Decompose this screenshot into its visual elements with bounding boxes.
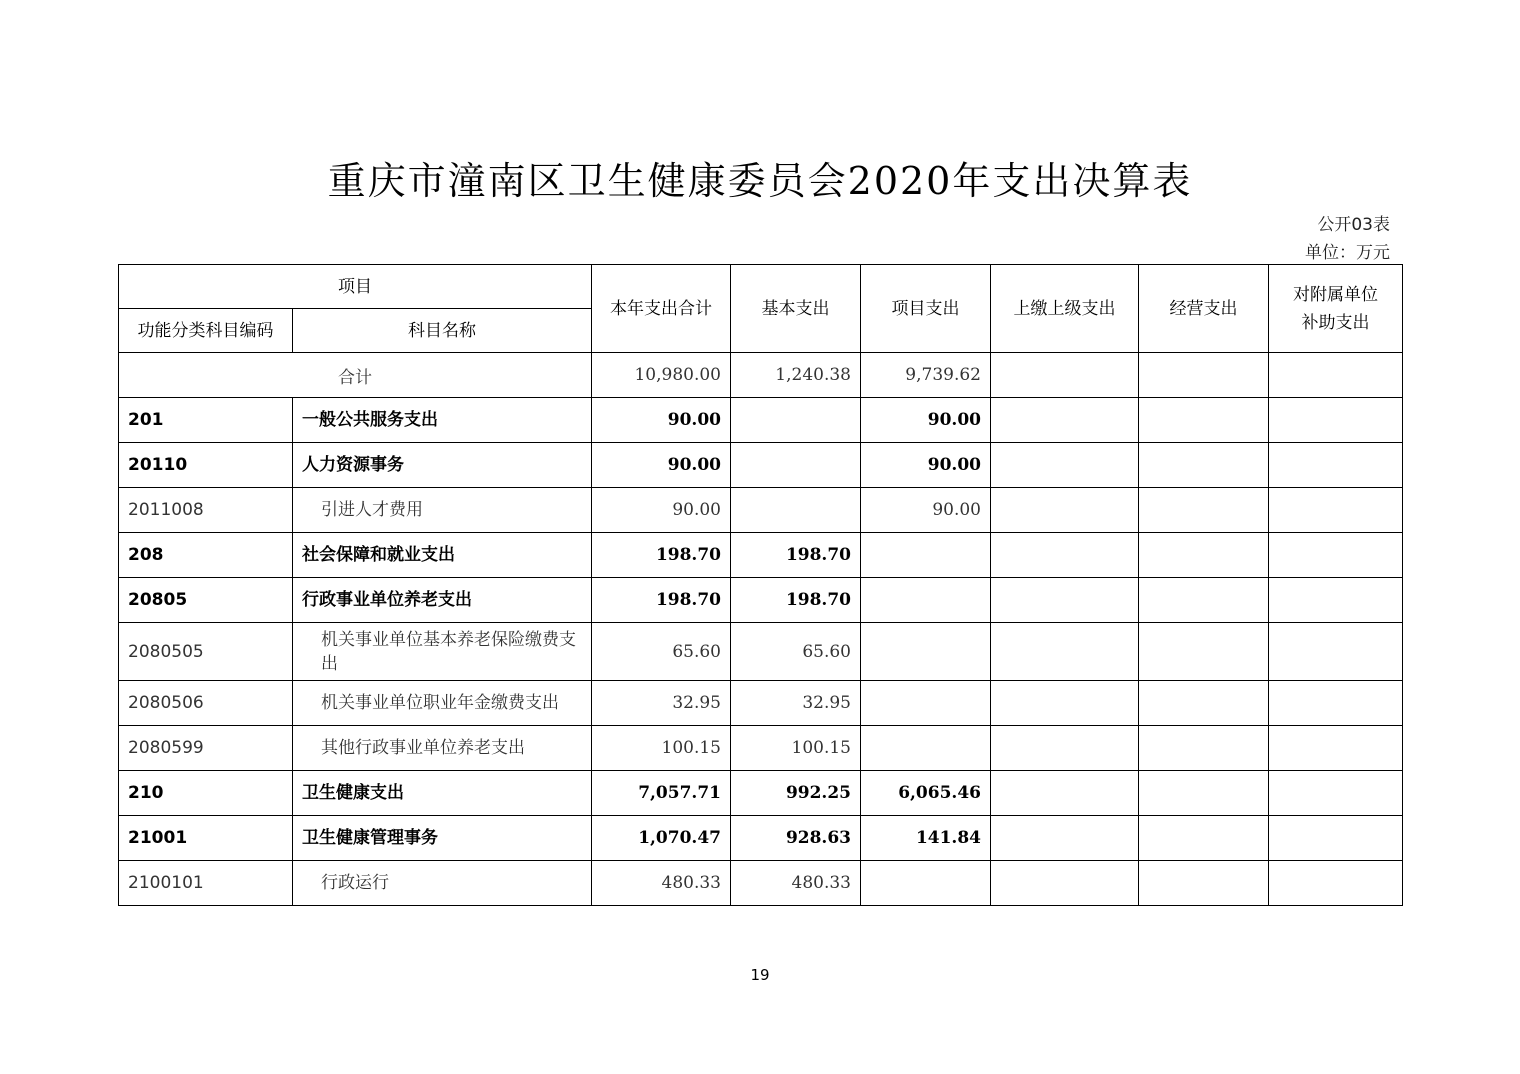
table-row — [119, 578, 1403, 623]
header-superior: 上缴上级支出 — [991, 265, 1139, 353]
row-total: 90.00 — [592, 488, 731, 533]
table-row — [119, 443, 1403, 488]
table-row — [119, 488, 1403, 533]
total-business — [1139, 353, 1269, 398]
row-total: 100.15 — [592, 726, 731, 771]
total-basic: 1,240.38 — [731, 353, 861, 398]
row-superior — [991, 861, 1139, 906]
row-subsidy — [1269, 443, 1403, 488]
row-business — [1139, 681, 1269, 726]
row-project — [861, 578, 991, 623]
row-name: 其他行政事业单位养老支出 — [293, 726, 592, 771]
unit-label: 单位：万元 — [1305, 243, 1390, 263]
row-code: 2080505 — [119, 623, 293, 681]
row-name: 引进人才费用 — [293, 488, 592, 533]
header-project: 项目支出 — [861, 265, 991, 353]
row-project — [861, 623, 991, 681]
row-project: 90.00 — [861, 488, 991, 533]
row-name: 行政事业单位养老支出 — [293, 578, 592, 623]
row-business — [1139, 488, 1269, 533]
row-code: 2100101 — [119, 861, 293, 906]
row-code: 210 — [119, 771, 293, 816]
row-business — [1139, 771, 1269, 816]
row-business — [1139, 861, 1269, 906]
row-code: 2011008 — [119, 488, 293, 533]
row-project — [861, 726, 991, 771]
row-total: 198.70 — [592, 578, 731, 623]
row-superior — [991, 623, 1139, 681]
table-row — [119, 398, 1403, 443]
row-basic — [731, 398, 861, 443]
row-name: 机关事业单位职业年金缴费支出 — [293, 681, 592, 726]
table-code: 公开03表 — [1317, 215, 1390, 235]
row-total: 198.70 — [592, 533, 731, 578]
row-name: 社会保障和就业支出 — [293, 533, 592, 578]
header-business: 经营支出 — [1139, 265, 1269, 353]
row-name: 行政运行 — [293, 861, 592, 906]
row-code: 2080506 — [119, 681, 293, 726]
expenditure-table — [118, 264, 1403, 906]
row-name: 机关事业单位基本养老保险缴费支出 — [293, 623, 592, 681]
row-superior — [991, 816, 1139, 861]
row-superior — [991, 578, 1139, 623]
row-basic: 100.15 — [731, 726, 861, 771]
row-code: 21001 — [119, 816, 293, 861]
header-subsidy — [1269, 265, 1403, 353]
row-basic: 992.25 — [731, 771, 861, 816]
row-total: 7,057.71 — [592, 771, 731, 816]
row-code: 201 — [119, 398, 293, 443]
row-basic: 65.60 — [731, 623, 861, 681]
row-superior — [991, 398, 1139, 443]
row-business — [1139, 623, 1269, 681]
row-subsidy — [1269, 398, 1403, 443]
row-basic: 198.70 — [731, 533, 861, 578]
table-row — [119, 771, 1403, 816]
row-business — [1139, 443, 1269, 488]
row-total: 32.95 — [592, 681, 731, 726]
row-business — [1139, 398, 1269, 443]
row-basic: 928.63 — [731, 816, 861, 861]
header-item: 项目 — [119, 265, 592, 309]
row-total: 65.60 — [592, 623, 731, 681]
row-name: 人力资源事务 — [293, 443, 592, 488]
row-total: 480.33 — [592, 861, 731, 906]
header-subsidy-line2: 补助支出 — [1301, 312, 1370, 333]
row-basic — [731, 443, 861, 488]
row-business — [1139, 578, 1269, 623]
row-subsidy — [1269, 726, 1403, 771]
row-subsidy — [1269, 578, 1403, 623]
table-body — [119, 353, 1403, 906]
row-subsidy — [1269, 533, 1403, 578]
row-superior — [991, 533, 1139, 578]
row-name: 卫生健康支出 — [293, 771, 592, 816]
row-project — [861, 681, 991, 726]
row-project — [861, 861, 991, 906]
row-code: 20805 — [119, 578, 293, 623]
page-title: 重庆市潼南区卫生健康委员会2020年支出决算表 — [327, 159, 1193, 203]
row-total: 90.00 — [592, 443, 731, 488]
row-subsidy — [1269, 816, 1403, 861]
row-superior — [991, 726, 1139, 771]
row-superior — [991, 771, 1139, 816]
table-row — [119, 726, 1403, 771]
header-subsidy-line1: 对附属单位 — [1293, 284, 1378, 305]
row-basic — [731, 488, 861, 533]
row-business — [1139, 816, 1269, 861]
row-business — [1139, 726, 1269, 771]
row-name: 卫生健康管理事务 — [293, 816, 592, 861]
row-subsidy — [1269, 861, 1403, 906]
table-row — [119, 623, 1403, 681]
table-row — [119, 816, 1403, 861]
row-subsidy — [1269, 681, 1403, 726]
table-row — [119, 861, 1403, 906]
row-project: 6,065.46 — [861, 771, 991, 816]
total-label: 合计 — [119, 353, 592, 398]
row-total: 1,070.47 — [592, 816, 731, 861]
row-code: 2080599 — [119, 726, 293, 771]
total-project: 9,739.62 — [861, 353, 991, 398]
row-project: 90.00 — [861, 398, 991, 443]
row-subsidy — [1269, 488, 1403, 533]
header-code: 功能分类科目编码 — [119, 309, 293, 353]
header-name: 科目名称 — [293, 309, 592, 353]
row-superior — [991, 443, 1139, 488]
row-name: 一般公共服务支出 — [293, 398, 592, 443]
row-project: 141.84 — [861, 816, 991, 861]
total-superior — [991, 353, 1139, 398]
row-subsidy — [1269, 623, 1403, 681]
row-subsidy — [1269, 771, 1403, 816]
row-code: 20110 — [119, 443, 293, 488]
header-basic: 基本支出 — [731, 265, 861, 353]
row-superior — [991, 488, 1139, 533]
row-project: 90.00 — [861, 443, 991, 488]
header-total: 本年支出合计 — [592, 265, 731, 353]
row-basic: 32.95 — [731, 681, 861, 726]
total-total: 10,980.00 — [592, 353, 731, 398]
table-row — [119, 533, 1403, 578]
total-subsidy — [1269, 353, 1403, 398]
row-total: 90.00 — [592, 398, 731, 443]
row-business — [1139, 533, 1269, 578]
table-row — [119, 681, 1403, 726]
row-basic: 198.70 — [731, 578, 861, 623]
row-project — [861, 533, 991, 578]
total-row — [119, 353, 1403, 398]
row-code: 208 — [119, 533, 293, 578]
row-superior — [991, 681, 1139, 726]
row-basic: 480.33 — [731, 861, 861, 906]
page-number: 19 — [750, 966, 770, 984]
